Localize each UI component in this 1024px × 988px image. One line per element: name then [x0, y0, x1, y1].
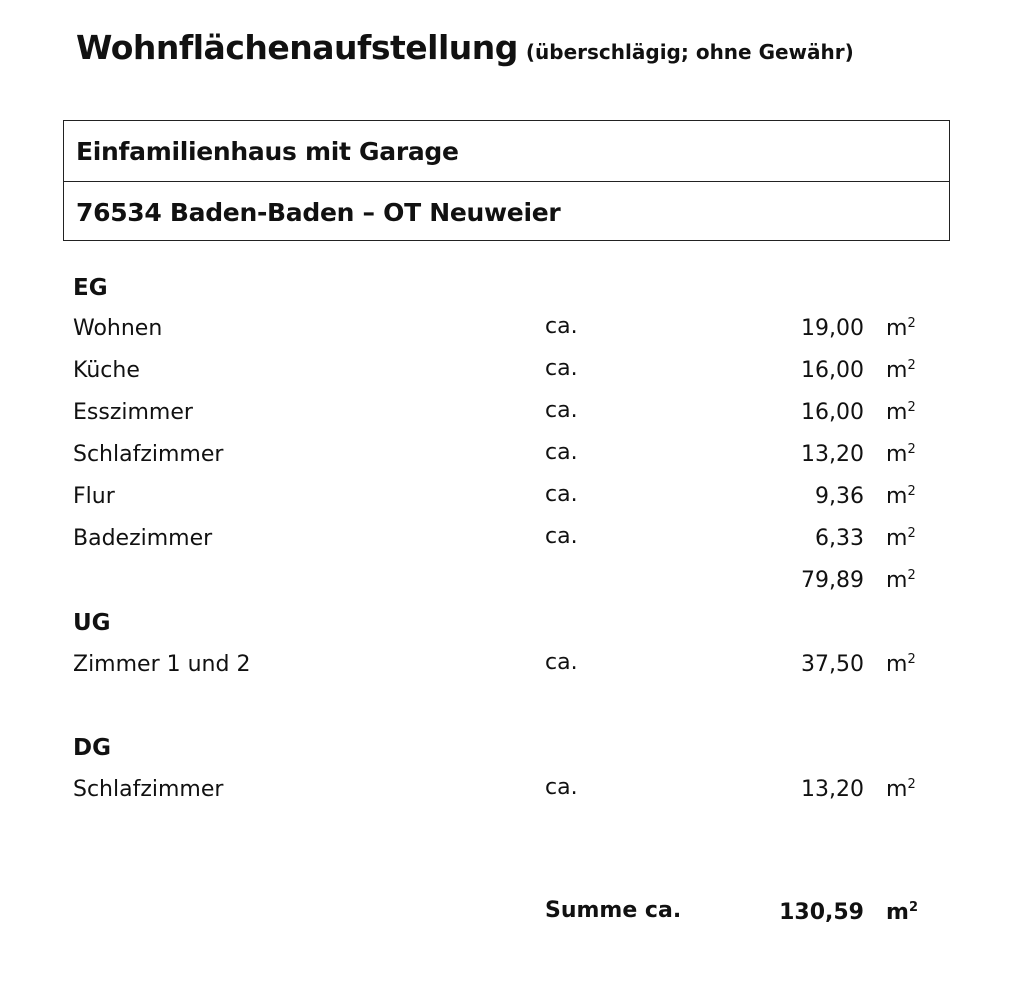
- area-value: 6,33: [815, 526, 864, 551]
- unit-label: $m^2$: [886, 484, 916, 509]
- unit-label: $m^2$: [886, 400, 916, 425]
- area-value: 13,20: [801, 777, 864, 802]
- area-row: [0, 526, 1024, 560]
- unit-label: $m^2$: [886, 526, 916, 551]
- approx-label: ca.: [545, 398, 578, 423]
- unit-label: $m^2$: [886, 568, 916, 593]
- area-value: 16,00: [801, 358, 864, 383]
- room-label: Schlafzimmer: [73, 777, 224, 802]
- area-row: [0, 484, 1024, 518]
- area-row: [0, 358, 1024, 392]
- approx-label: ca.: [545, 440, 578, 465]
- object-info-box: [63, 120, 950, 241]
- unit-label: $m^2$: [886, 900, 918, 925]
- approx-label: ca.: [545, 775, 578, 800]
- subtotal-row-eg: [0, 568, 1024, 602]
- approx-label: ca.: [545, 524, 578, 549]
- room-label: Zimmer 1 und 2: [73, 652, 251, 677]
- room-label: Esszimmer: [73, 400, 193, 425]
- area-row: [0, 316, 1024, 350]
- approx-label: ca.: [545, 482, 578, 507]
- total-row: [0, 900, 1024, 934]
- room-label: Wohnen: [73, 316, 163, 341]
- area-row: [0, 777, 1024, 811]
- section-heading-dg: DG: [73, 735, 111, 761]
- room-label: Flur: [73, 484, 115, 509]
- room-label: Schlafzimmer: [73, 442, 224, 467]
- unit-label: $m^2$: [886, 652, 916, 677]
- subtotal-value: 79,89: [801, 568, 864, 593]
- page-title: [76, 28, 854, 67]
- section-heading-ug: UG: [73, 610, 111, 636]
- area-row: [0, 400, 1024, 434]
- area-row: [0, 442, 1024, 476]
- unit-label: $m^2$: [886, 442, 916, 467]
- area-value: 19,00: [801, 316, 864, 341]
- area-value: 9,36: [815, 484, 864, 509]
- title-main: Wohnflächenaufstellung: [76, 28, 518, 67]
- room-label: Badezimmer: [73, 526, 213, 551]
- area-value: 13,20: [801, 442, 864, 467]
- section-heading-eg: EG: [73, 275, 108, 301]
- approx-label: ca.: [545, 314, 578, 339]
- total-label: Summe ca.: [545, 898, 682, 923]
- title-subtitle: (überschlägig; ohne Gewähr): [525, 40, 854, 64]
- room-label: Küche: [73, 358, 140, 383]
- unit-label: $m^2$: [886, 777, 916, 802]
- approx-label: ca.: [545, 356, 578, 381]
- unit-label: $m^2$: [886, 358, 916, 383]
- building-type: Einfamilienhaus mit Garage: [76, 136, 459, 166]
- approx-label: ca.: [545, 650, 578, 675]
- area-value: 16,00: [801, 400, 864, 425]
- building-location: 76534 Baden-Baden – OT Neuweier: [64, 181, 949, 242]
- unit-label: $m^2$: [886, 316, 916, 341]
- area-row: [0, 652, 1024, 686]
- total-value: 130,59: [779, 900, 864, 925]
- area-value: 37,50: [801, 652, 864, 677]
